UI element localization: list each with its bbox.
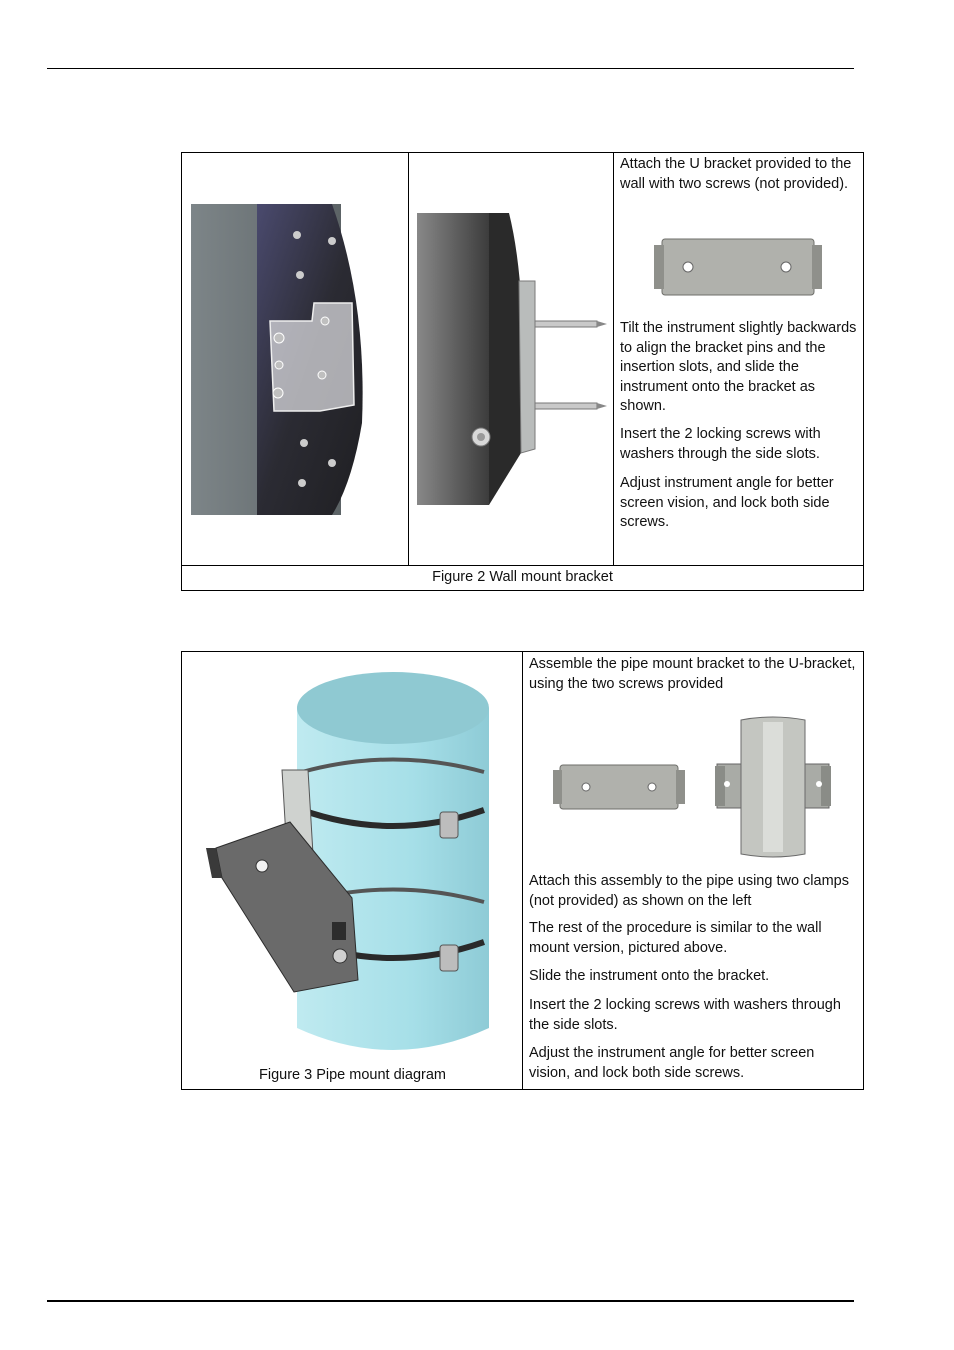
instrument-rear-illustration (182, 153, 409, 565)
u-bracket-illustration (652, 235, 824, 299)
pipe-mount-illustration (182, 652, 523, 1064)
pipe-bracket-illustration (715, 714, 831, 860)
wall-mount-side-image-cell (409, 153, 614, 565)
wall-mount-instructions-cell (614, 153, 863, 565)
pipe-mount-instructions-cell (523, 652, 863, 1089)
footer-rule (47, 1300, 854, 1302)
pipe-step-rest: The rest of the procedure is similar to the wall mount version, pictured above. (529, 920, 822, 956)
wall-mount-caption: Figure 2 Wall mount bracket (182, 565, 863, 590)
header-rule (47, 68, 854, 69)
pipe-step-insert: Insert the 2 locking screws with washers through the side slots. (529, 997, 841, 1033)
wall-mount-image-cell (182, 153, 409, 565)
wall-step-adjust: Adjust instrument angle for better screen vision, and lock both side screws. (620, 475, 834, 530)
pipe-step-adjust: Adjust the instrument angle for better screen vision, and lock both side screws. (529, 1045, 815, 1081)
u-bracket-small-illustration (552, 762, 686, 812)
pipe-step-assemble: Assemble the pipe mount bracket to the U-bracket, using the two screws provided (529, 656, 856, 692)
instrument-side-screws-illustration (409, 153, 614, 565)
pipe-step-attach: Attach this assembly to the pipe using two clamps (not provided) as shown on the left (529, 873, 849, 909)
wall-step-tilt: Tilt the instrument slightly backwards to align the bracket pins and the insertion slots, and slide the instrument onto the bracket as shown. (620, 320, 857, 414)
wall-step-insert: Insert the 2 locking screws with washers through the side slots. (620, 426, 821, 462)
pipe-mount-image-cell (182, 652, 523, 1089)
pipe-mount-caption: Figure 3 Pipe mount diagram (259, 1067, 446, 1083)
wall-step-attach: Attach the U bracket provided to the wall with two screws (not provided). (620, 156, 852, 192)
pipe-mount-table (181, 651, 864, 1090)
wall-mount-table (181, 152, 864, 591)
pipe-step-slide: Slide the instrument onto the bracket. (529, 968, 770, 984)
